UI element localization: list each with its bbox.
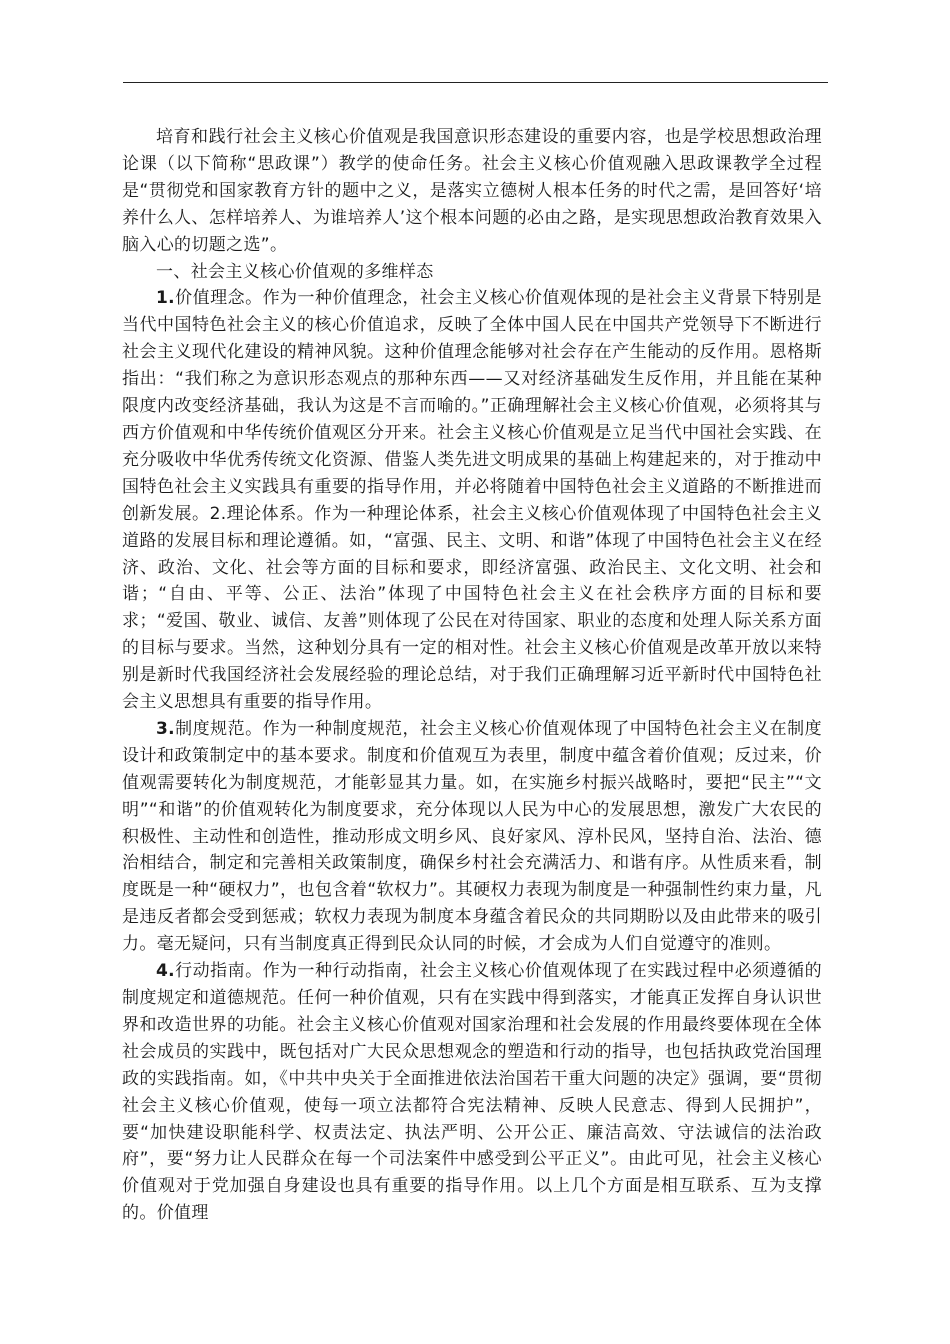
paragraph-institutional-norms-text: 制度规范。作为一种制度规范，社会主义核心价值观体现了中国特色社会主义在制度设计和政策制定中的基本要求。制度和价值观互为表里，制度中蕴含着价值观；反过来，价值观需要转化为制度规范，才能彰显其力量。如，在实施乡村振兴战略时，要把“民主”“文明”“和谐”的价值观转化为制度要求，充分体现以人民为中心的发展思想，激发广大农民的积极性、主动性和创造性，推动形成文明乡风、良好家风、淳朴民风，坚持自治、法治、德治相结合，制定和完善相关政策制度，确保乡村社会充满活力、和谐有序。从性质来看，制度既是一种“硬权力”，也包含着“软权力”。其硬权力表现为制度是一种强制性约束力量，凡是违反者都会受到惩戒；软权力表现为制度本身蕴含着民众的共同期盼以及由此带来的吸引力。毫无疑问，只有当制度真正得到民众认同的时候，才会成为人们自觉遵守的准则。 [122, 718, 822, 955]
paragraph-action-guide [122, 958, 822, 1227]
paragraph-intro-text: 培育和践行社会主义核心价值观是我国意识形态建设的重要内容，也是学校思想政治理论课（以下简称“思政课”）教学的使命任务。社会主义核心价值观融入思政课教学全过程是“贯彻党和国家教育方针的题中之义，是落实立德树人根本任务的时代之需，是回答好‘培养什么人、怎样培养人、为谁培养人’这个根本问题的必由之路，是实现思想政治教育效果入脑入心的切题之选”。 [122, 127, 822, 255]
section-heading [122, 259, 822, 286]
paragraph-value-concept-text: 价值理念。作为一种价值理念，社会主义核心价值观体现的是社会主义背景下特别是当代中国特色社会主义的核心价值追求，反映了全体中国人民在中国共产党领导下不断进行社会主义现代化建设的精神风貌。这种价值理念能够对社会存在产生能动的反作用。恩格斯指出：“我们称之为意识形态观点的那种东西——又对经济基础发生反作用，并且能在某种限度内改变经济基础，我认为这是不言而喻的。”正确理解社会主义核心价值观，必须将其与西方价值观和中华传统价值观区分开来。社会主义核心价值观是立足当代中国社会实践、在充分吸收中华优秀传统文化资源、借鉴人类先进文明成果的基础上构建起来的，对于推动中国特色社会主义实践具有重要的指导作用，并必将随着中国特色社会主义道路的不断推进而创新发展。2.理论体系。作为一种理论体系，社会主义核心价值观体现了中国特色社会主义道路的发展目标和理论遵循。如，“富强、民主、文明、和谐”体现了中国特色社会主义在经济、政治、文化、社会等方面的目标和要求，即经济富强、政治民主、文化文明、社会和谐；“自由、平等、公正、法治”体现了中国特色社会主义在社会秩序方面的目标和要求；“爱国、敬业、诚信、友善”则体现了公民在对待国家、职业的态度和处理人际关系方面的目标与要求。当然，这种划分具有一定的相对性。社会主义核心价值观是改革开放以来特别是新时代我国经济社会发展经验的理论总结，对于我们正确理解习近平新时代中国特色社会主义思想具有重要的指导作用。 [122, 288, 822, 713]
paragraph-institutional-norms [122, 716, 822, 958]
paragraph-value-concept [122, 285, 822, 716]
section-heading-text: 一、社会主义核心价值观的多维样态 [156, 261, 434, 282]
paragraph-number: 1. [156, 288, 175, 309]
paragraph-intro [122, 124, 822, 259]
paragraph-number: 4. [156, 961, 175, 982]
paragraph-action-guide-text: 行动指南。作为一种行动指南，社会主义核心价值观体现了在实践过程中必须遵循的制度规定和道德规范。任何一种价值观，只有在实践中得到落实，才能真正发挥自身认识世界和改造世界的功能。社会主义核心价值观对国家治理和社会发展的作用最终要体现在全体社会成员的实践中，既包括对广大民众思想观念的塑造和行动的指导，也包括执政党治国理政的实践指南。如，《中共中央关于全面推进依法治国若干重大问题的决定》强调，要“贯彻社会主义核心价值观，使每一项立法都符合宪法精神、反映人民意志、得到人民拥护”，要“加快建设职能科学、权责法定、执法严明、公开公正、廉洁高效、守法诚信的法治政府”，要“努力让人民群众在每一个司法案件中感受到公平正义”。由此可见，社会主义核心价值观对于党加强自身建设也具有重要的指导作用。以上几个方面是相互联系、互为支撑的。价值理 [122, 961, 822, 1224]
paragraph-number: 3. [156, 718, 175, 739]
header-rule [123, 82, 828, 83]
body-text [122, 124, 822, 1227]
